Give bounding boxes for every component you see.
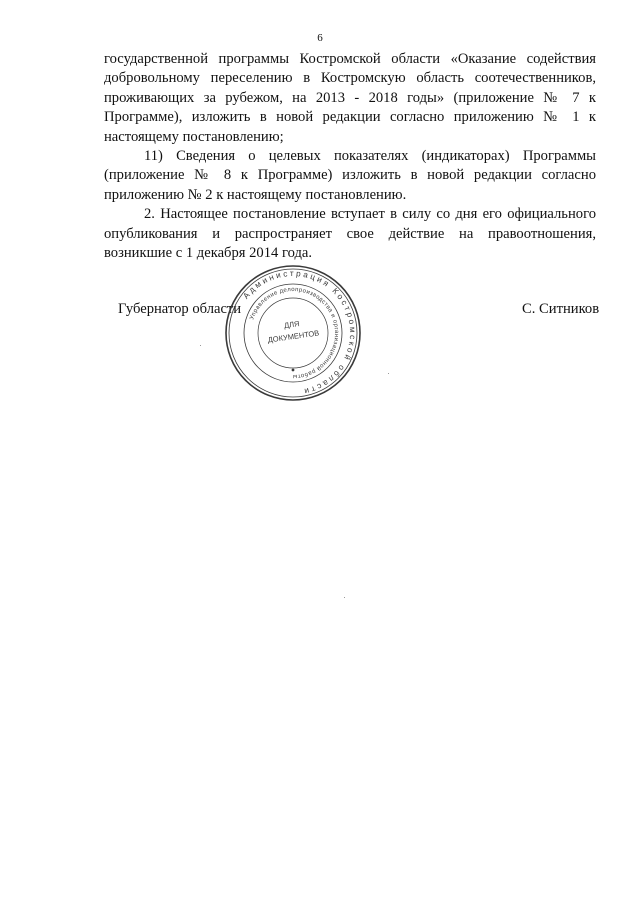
- stamp-outer-text: Администрация Костромской области: [241, 268, 358, 397]
- signature-name: С. Ситников: [522, 301, 600, 317]
- document-body: [104, 50, 596, 263]
- paragraph-continuation: государственной программы Костромской области «Оказание содействия добровольному переселению в Костромскую область соотечественников, проживающих за рубежом, на 2013 - 2018 годы» (приложение № 7 к Программе), изложить в новой редакции согласно приложению № 1 к настоящему постановлению;: [104, 51, 596, 145]
- stamp-inner-text: Управление делопроизводства и организационной работы: [249, 286, 340, 380]
- scan-speck: [200, 345, 201, 346]
- page-number: 6: [317, 32, 323, 44]
- stamp-center-line-1: ДЛЯ: [283, 319, 301, 331]
- stamp-dot: [292, 369, 295, 372]
- official-stamp: [223, 263, 363, 403]
- paragraph-item-11: 11) Сведения о целевых показателях (индикаторах) Программы (приложение № 8 к Программе) изложить в новой редакции согласно приложению № 2 к настоящему постановлению.: [104, 148, 596, 203]
- stamp-center-line-2: ДОКУМЕНТОВ: [267, 328, 320, 345]
- scan-speck: [344, 597, 345, 598]
- signature-title: Губернатор области: [118, 301, 242, 317]
- scan-speck: [388, 373, 389, 374]
- paragraph-clause-2: 2. Настоящее постановление вступает в силу со дня его официального опубликования и распространяет свое действие на правоотношения, возникшие с 1 декабря 2014 года.: [104, 206, 596, 262]
